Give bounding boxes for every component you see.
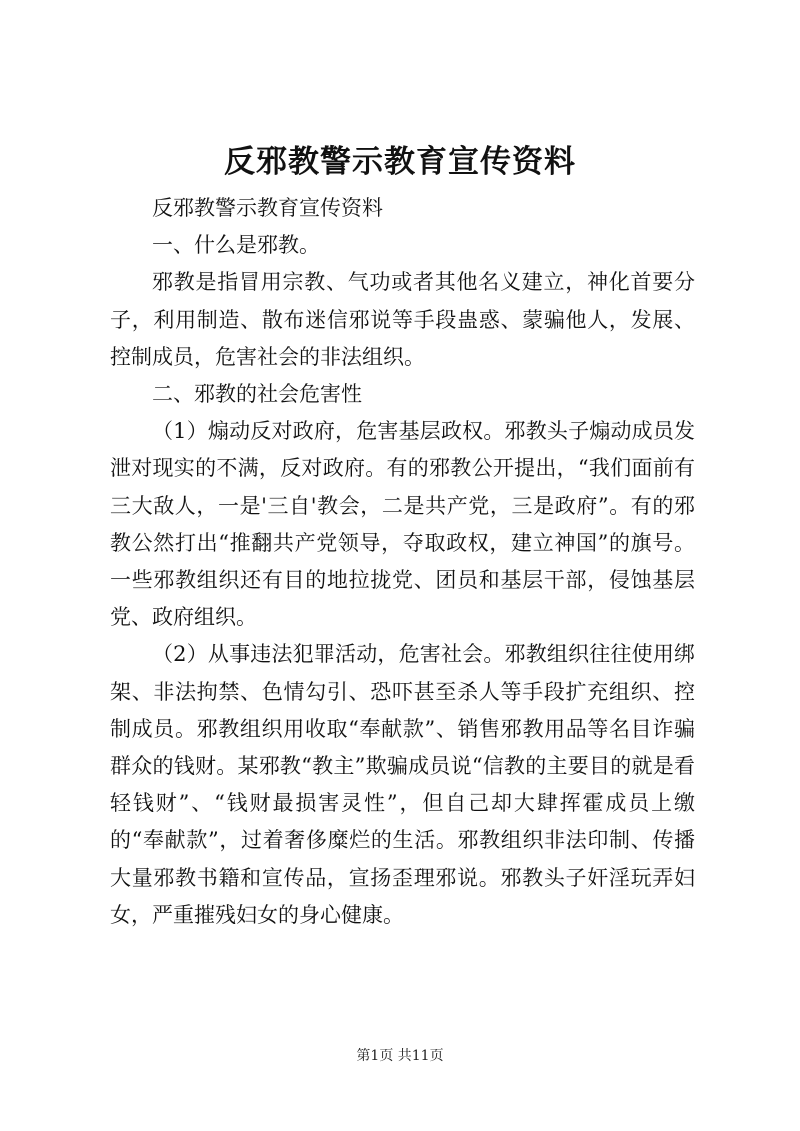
section-heading-what-is: 一、什么是邪教。 <box>152 233 320 258</box>
paragraph-subtitle: 反邪教警示教育宣传资料 <box>152 196 383 220</box>
section-heading-harm: 二、邪教的社会危害性 <box>152 382 362 407</box>
paragraph-harm-2: （2）从事违法犯罪活动，危害社会。邪教组织往往使用绑架、非法拘禁、色情勾引、恐吓甚至杀人等手段扩充组织、控制成员。邪教组织用收取“奉献款”、销售邪教用品等名目诈骗群众的钱财。某邪教“教主”欺骗成员说“信教的主要目的就是看轻钱财”、“钱财最损害灵性”，但自己却大肆挥霍成员上缴的“奉献款”，过着奢侈糜烂的生活。邪教组织非法印制、传播大量邪教书籍和宣传品，宣扬歪理邪说。邪教头子奸淫玩弄妇女，严重摧残妇女的身心健康。 <box>110 642 695 927</box>
document-title: 反邪教警示教育宣传资料 <box>224 144 576 180</box>
page-footer: 第1页 共11页 <box>356 1048 444 1064</box>
paragraph-harm-1: （1）煽动反对政府，危害基层政权。邪教头子煽动成员发泄对现实的不满，反对政府。有的邪教公开提出，“我们面前有三大敌人，一是'三自'教会，二是共产党，三是政府”。有的邪教公然打出“推翻共产党领导，夺取政权，建立神国”的旗号。一些邪教组织还有目的地拉拢党、团员和基层干部，侵蚀基层党、政府组织。 <box>110 419 695 630</box>
paragraph-definition: 邪教是指冒用宗教、气功或者其他名义建立，神化首要分子，利用制造、散布迷信邪说等手段蛊惑、蒙骗他人，发展、控制成员，危害社会的非法组织。 <box>110 270 695 369</box>
document-body <box>110 190 695 934</box>
